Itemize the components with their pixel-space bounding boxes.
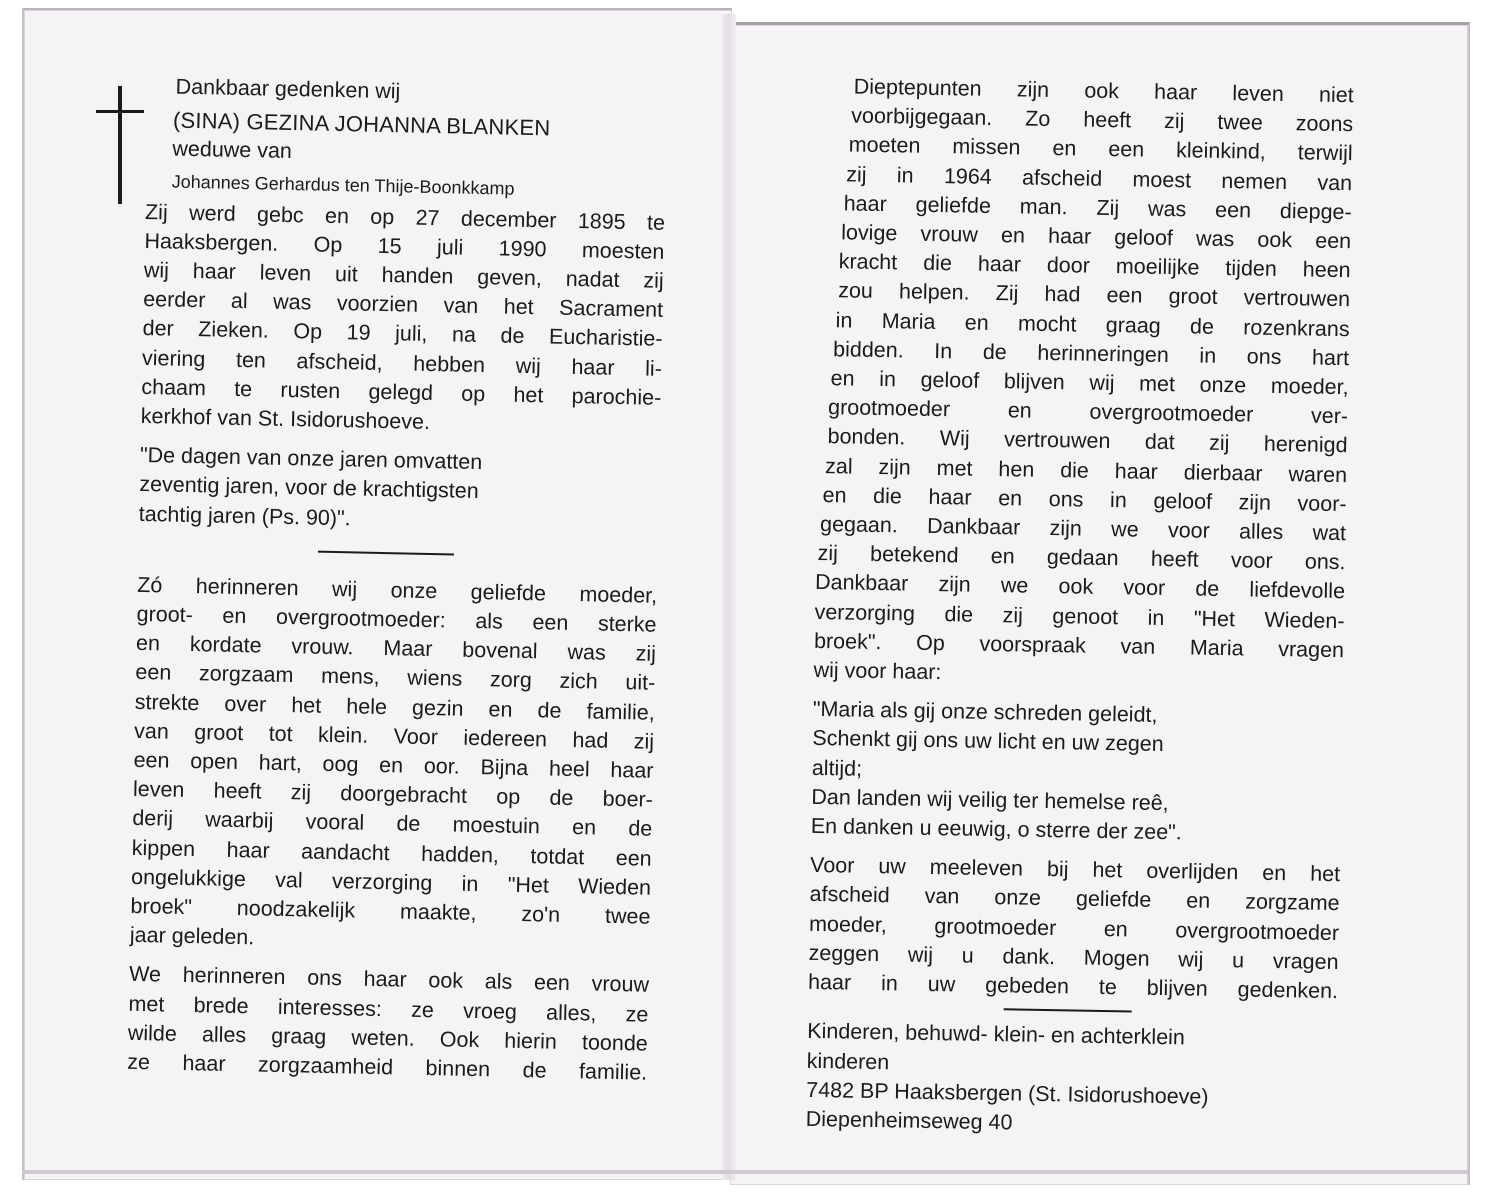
- text-line: chaam te rusten gelegd op het parochie-: [141, 374, 662, 410]
- text-line: tachtig jaren (Ps. 90)".: [138, 501, 351, 530]
- text-line: kinderen: [806, 1048, 890, 1074]
- text-line: en die haar en ons in geloof zijn voor-: [822, 482, 1347, 517]
- text-line: Zij werd gebc en op 27 december 1895 te: [144, 199, 666, 235]
- latin-cross-icon: [96, 86, 148, 204]
- text-line: wij haar leven uit handen geven, nadat zij: [143, 257, 664, 293]
- text-line: "De dagen van onze jaren omvatten: [139, 443, 483, 475]
- text-line: kerkhof van St. Isidorushoeve.: [140, 403, 431, 435]
- text-line: zeventig jaren, voor de krachtigsten: [139, 472, 479, 504]
- text-line: zou helpen. Zij had een groot vertrouwen: [837, 278, 1351, 312]
- text-line: wilde alles graag weten. Ook hierin toonde: [127, 1020, 649, 1056]
- text-line: altijd;: [811, 755, 863, 781]
- text-line: zij betekend en gedaan heeft voor ons.: [817, 541, 1346, 575]
- text-line: En danken u eeuwig, o sterre der zee".: [810, 813, 1182, 845]
- text-line: een zorgzaam mens, wiens zorg zich uit-: [135, 660, 656, 696]
- signature-block: [805, 1017, 1337, 1143]
- text-line: zij in 1964 afscheid moest nemen van: [846, 162, 1353, 195]
- text-line: met brede interesses: ze vroeg alles, ze: [128, 991, 649, 1027]
- text-line: der Zieken. Op 19 juli, na de Eucharistie-: [142, 316, 663, 352]
- memory-paragraph: [130, 571, 658, 961]
- text-line: zeggen wij u dank. Mogen wij u vragen: [808, 940, 1339, 975]
- text-line: leven heeft zij doorgebracht op de boer-: [132, 777, 654, 812]
- text-line: Dieptepunten zijn ook haar leven niet: [853, 74, 1354, 108]
- text-line: strekte over het hele gezin en de familie,: [134, 689, 655, 725]
- text-line: een open hart, oog en oor. Bijna heel haar: [133, 747, 654, 783]
- text-line: Dan landen wij veilig ter hemelse reê,: [811, 784, 1169, 815]
- text-line: voorbijgegaan. Zo heeft zij twee zoons: [851, 103, 1354, 137]
- text-line: Kinderen, behuwd- klein- en achterklein: [807, 1019, 1186, 1050]
- text-line: verzorging die zij genoot in "Het Wieden-: [814, 599, 1345, 633]
- text-line: lovige vrouw en haar geloof was ook een: [840, 220, 1352, 254]
- text-line: Schenkt gij ons uw licht en uw zegen: [812, 726, 1164, 757]
- text-line: Zó herinneren wij onze geliefde moeder,: [137, 572, 658, 608]
- thanks-paragraph: [808, 851, 1340, 1006]
- text-line: jaar geleden.: [129, 923, 255, 950]
- text-line: grootmoeder en overgrootmoeder ver-: [827, 395, 1349, 429]
- text-line: Haaksbergen. Op 15 juli 1990 moesten: [144, 228, 665, 264]
- text-line: 7482 BP Haaksbergen (St. Isidorushoeve): [806, 1077, 1209, 1109]
- text-line: moeten missen en een kleinkind, terwijl: [848, 132, 1353, 166]
- husband-name: Johannes Gerhardus ten Thije-Boonkkamp: [171, 171, 515, 199]
- text-line: bidden. In de herinneringen in ons hart: [832, 337, 1350, 371]
- widow-of-line: weduwe van: [172, 136, 293, 164]
- text-line: Diepenheimseweg 40: [805, 1106, 1013, 1135]
- text-line: Voor uw meeleven bij het overlijden en het: [809, 853, 1341, 887]
- text-line: haar geliefde man. Zij was een diepge-: [843, 191, 1352, 225]
- faith-paragraph: [813, 72, 1354, 694]
- text-line: eerder al was voorzien van het Sacrament: [142, 287, 664, 323]
- card-fold: [722, 14, 736, 1180]
- text-line: wij voor haar:: [813, 657, 942, 685]
- text-line: ze haar zorgzaamheid binnen de familie.: [127, 1049, 648, 1085]
- text-line: broek" noodzakelijk maakte, zo'n twee: [130, 893, 651, 929]
- text-line: groot- en overgrootmoeder: als een sterke: [136, 601, 657, 637]
- bio-paragraph: [140, 198, 665, 442]
- text-line: en in geloof blijven wij met onze moeder,: [830, 366, 1349, 400]
- interests-paragraph: [127, 960, 649, 1088]
- left-column: [127, 72, 668, 1088]
- intro-line: Dankbaar gedenken wij: [175, 74, 401, 104]
- text-line: derij waarbij vooral de moestuin en de: [132, 806, 653, 842]
- text-line: haar in uw gebeden te blijven gedenken.: [807, 969, 1339, 1004]
- text-line: kippen haar aandacht hadden, totdat een: [131, 835, 652, 871]
- text-line: gegaan. Dankbaar zijn we voor alles wat: [819, 512, 1347, 546]
- text-line: van groot tot klein. Voor iedereen had zij: [133, 718, 655, 754]
- text-line: Dankbaar zijn we ook voor de liefdevolle: [814, 570, 1346, 604]
- text-line: bonden. Wij vertrouwen dat zij herenigd: [827, 424, 1348, 458]
- text-line: We herinneren ons haar ook als een vrouw: [128, 962, 650, 998]
- text-line: "Maria als gij onze schreden geleidt,: [812, 697, 1158, 728]
- text-line: viering ten afscheid, hebben wij haar li-: [141, 345, 663, 381]
- deceased-name: (SINA) GEZINA JOHANNA BLANKEN: [172, 107, 551, 141]
- text-line: moeder, grootmoeder en overgrootmoeder: [808, 911, 1340, 945]
- right-column: [805, 72, 1353, 1143]
- marian-prayer: [811, 695, 1343, 850]
- text-line: zal zijn met hen die haar dierbaar waren: [824, 453, 1348, 487]
- text-line: broek". Op voorspraak van Maria vragen: [813, 628, 1345, 663]
- text-line: in Maria en mocht graag de rozenkrans: [835, 307, 1350, 341]
- text-line: afscheid van onze geliefde en zorgzame: [809, 882, 1340, 916]
- text-line: ongelukkige val verzorging in "Het Wieden: [130, 864, 652, 900]
- card-bottom-edge: [22, 1170, 1468, 1174]
- text-line: en kordate vrouw. Maar bovenal was zij: [135, 631, 657, 667]
- text-line: kracht die haar door moeilijke tijden heen: [838, 249, 1351, 283]
- psalm-quote: [138, 441, 660, 539]
